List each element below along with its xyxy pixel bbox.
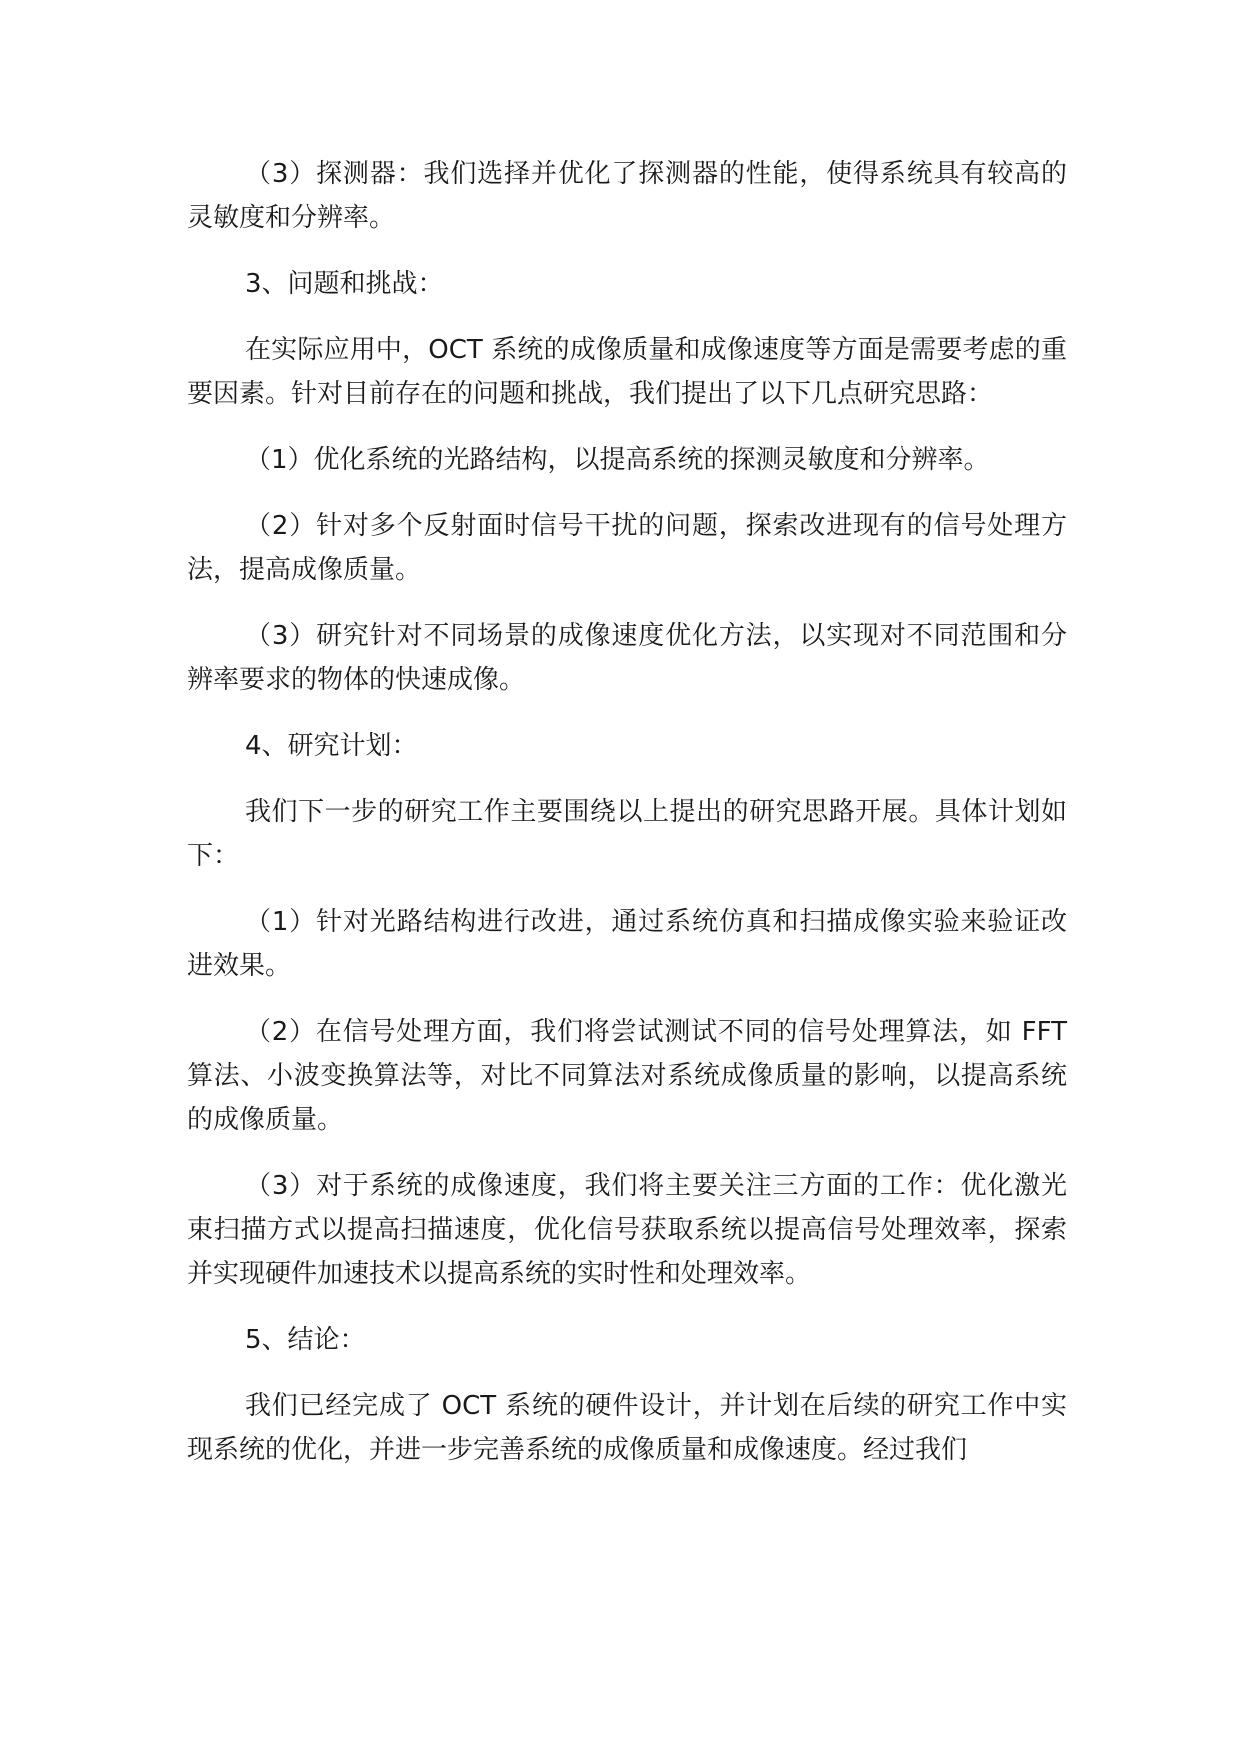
plan-item-signal-algorithms: （2）在信号处理方面，我们将尝试测试不同的信号处理算法，如 FFT 算法、小波变换算法等，对比不同算法对系统成像质量的影响，以提高系统的成像质量。 (187, 1017, 1067, 1135)
list-item-imaging-speed: （3）研究针对不同场景的成像速度优化方法，以实现对不同范围和分辨率要求的物体的快速成像。 (187, 621, 1067, 695)
plan-item-optical-path: （1）针对光路结构进行改进，通过系统仿真和扫描成像实验来验证改进效果。 (187, 907, 1067, 981)
heading-research-plan: 4、研究计划： (245, 731, 418, 761)
list-item-optimize-optical-path: （1）优化系统的光路结构，以提高系统的探测灵敏度和分辨率。 (245, 445, 990, 475)
document-body (187, 152, 1067, 1494)
heading-conclusion: 5、结论： (245, 1325, 366, 1355)
plan-item-imaging-speed: （3）对于系统的成像速度，我们将主要关注三方面的工作：优化激光束扫描方式以提高扫描速度，优化信号获取系统以提高信号处理效率，探索并实现硬件加速技术以提高系统的实时性和处理效率。 (187, 1171, 1067, 1289)
paragraph-conclusion: 我们已经完成了 OCT 系统的硬件设计，并计划在后续的研究工作中实现系统的优化，并进一步完善系统的成像质量和成像速度。经过我们 (187, 1391, 1067, 1465)
paragraph-plan-intro: 我们下一步的研究工作主要围绕以上提出的研究思路开展。具体计划如下： (187, 797, 1067, 871)
heading-problems-challenges: 3、问题和挑战： (245, 269, 444, 299)
list-item-signal-processing: （2）针对多个反射面时信号干扰的问题，探索改进现有的信号处理方法，提高成像质量。 (187, 511, 1067, 585)
paragraph-practical-application: 在实际应用中，OCT 系统的成像质量和成像速度等方面是需要考虑的重要因素。针对目前存在的问题和挑战，我们提出了以下几点研究思路： (187, 335, 1067, 409)
paragraph-detector: （3）探测器：我们选择并优化了探测器的性能，使得系统具有较高的灵敏度和分辨率。 (187, 159, 1067, 233)
